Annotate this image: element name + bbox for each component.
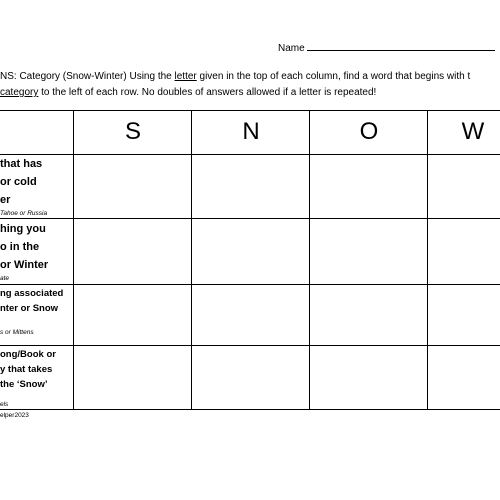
- answer-cell-r3-w[interactable]: [428, 285, 500, 345]
- worksheet-grid: [0, 110, 500, 410]
- underlined-category: category: [0, 87, 39, 98]
- answer-cell-r2-n[interactable]: [192, 219, 309, 284]
- footer-credit: elper2023: [0, 412, 29, 419]
- row-category-1: that has or cold er Tahoe or Russia: [0, 155, 72, 219]
- name-label: Name: [278, 43, 305, 54]
- underlined-letter: letter: [174, 71, 197, 82]
- row-example-3: s or Mittens: [0, 329, 34, 336]
- name-blank-line[interactable]: [307, 40, 495, 51]
- answer-cell-r1-o[interactable]: [310, 155, 427, 218]
- name-field[interactable]: [278, 40, 500, 56]
- instructions: [0, 69, 500, 101]
- answer-cell-r3-o[interactable]: [310, 285, 427, 345]
- row-example-1: Tahoe or Russia: [0, 210, 48, 217]
- row-category-2: hing you o in the or Winter ate: [0, 220, 72, 284]
- answer-cell-r4-o[interactable]: [310, 346, 427, 409]
- answer-cell-r1-s[interactable]: [74, 155, 191, 218]
- row-example-2: ate: [0, 275, 10, 282]
- grid-line: [0, 409, 500, 410]
- answer-cell-r1-n[interactable]: [192, 155, 309, 218]
- column-letter-n: N: [242, 118, 260, 145]
- answer-cell-r4-w[interactable]: [428, 346, 500, 409]
- answer-cell-r2-o[interactable]: [310, 219, 427, 284]
- answer-cell-r4-s[interactable]: [74, 346, 191, 409]
- row-category-3: ng associated nter or Snow s or Mittens: [0, 286, 72, 338]
- answer-cell-r2-s[interactable]: [74, 219, 191, 284]
- answer-cell-r4-n[interactable]: [192, 346, 309, 409]
- answer-cell-r1-w[interactable]: [428, 155, 500, 218]
- instructions-line-2: category to the left of each row. No doubles of answers allowed if a letter is repeated!: [0, 87, 377, 98]
- row-example-4: els: [0, 401, 9, 408]
- answer-cell-r2-w[interactable]: [428, 219, 500, 284]
- answer-cell-r3-n[interactable]: [192, 285, 309, 345]
- column-letter-o: O: [359, 118, 379, 145]
- column-letter-w: W: [461, 118, 485, 145]
- instructions-line-1: NS: Category (Snow-Winter) Using the letter given in the top of each column, find a word that begins with t: [0, 71, 471, 82]
- row-category-4: ong/Book or y that takes the ‘Snow’ els: [0, 347, 72, 410]
- answer-cell-r3-s[interactable]: [74, 285, 191, 345]
- column-letter-s: S: [124, 118, 141, 145]
